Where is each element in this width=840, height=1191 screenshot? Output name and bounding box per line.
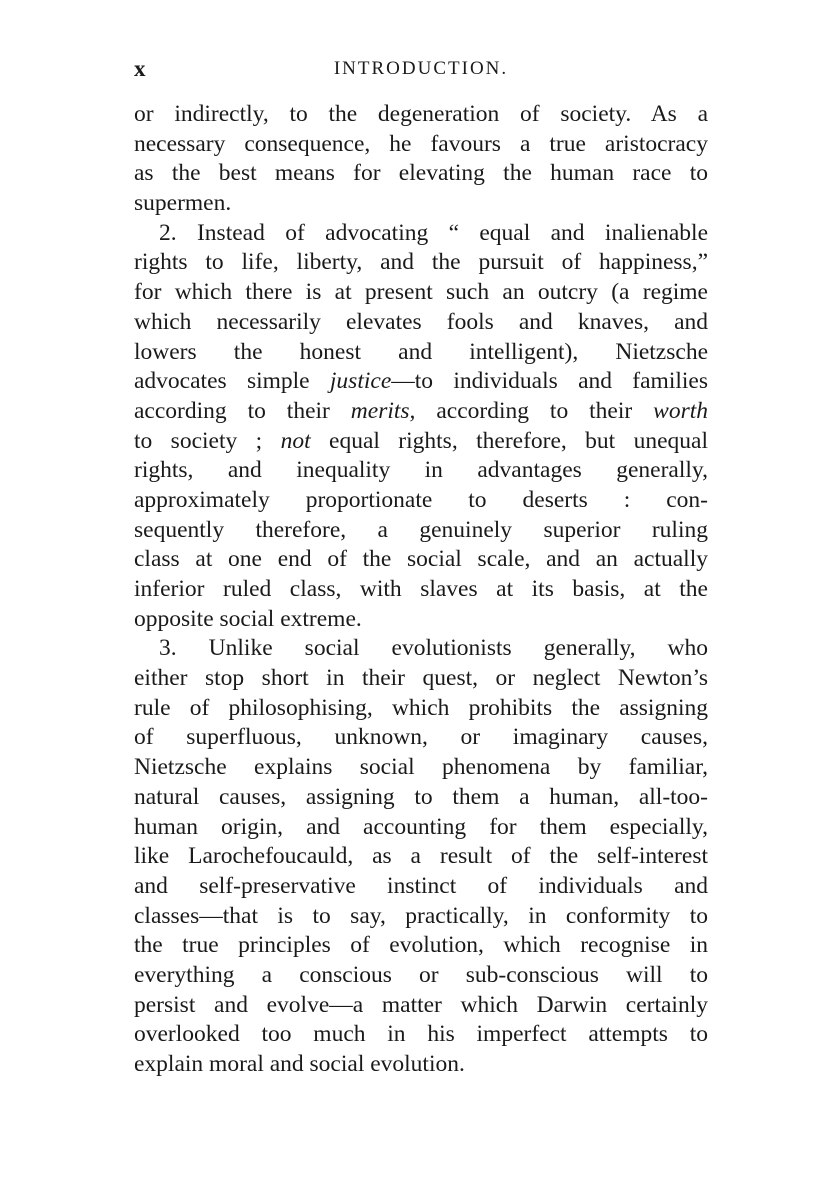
text-line: which necessarily elevates fools and knaves, and — [134, 308, 708, 335]
emphasis: worth — [653, 397, 708, 424]
text-line: 3. Unlike social evolutionists generally, who — [159, 635, 708, 662]
text-line: overlooked too much in his imperfect attempts to — [134, 1021, 708, 1048]
emphasis: merits, — [350, 397, 416, 424]
emphasis: justice — [329, 368, 392, 395]
text-line: classes—that is to say, practically, in conformity to — [134, 902, 708, 929]
text-line: inferior ruled class, with slaves at its basis, at the — [134, 576, 708, 602]
text-line: to society ; not equal rights, therefore, but unequal — [134, 427, 708, 454]
text-line: necessary consequence, he favours a true aristocracy — [134, 130, 708, 157]
text-line: supermen. — [134, 190, 232, 217]
text-line: rights, and inequality in advantages generally, — [134, 457, 708, 484]
text-line: lowers the honest and intelligent), Nietzsche — [134, 338, 708, 365]
text-line: for which there is at present such an outcry (a regime — [134, 279, 708, 306]
body-text — [134, 100, 708, 1080]
text-line: natural causes, assigning to them a human, all-too- — [134, 783, 708, 810]
text-line: like Larochefoucauld, as a result of the self-interest — [134, 843, 708, 870]
text-line: explain moral and social evolution. — [134, 1051, 465, 1077]
text-line: advocates simple justice—to individuals and families — [134, 368, 708, 395]
text-line: persist and evolve—a matter which Darwin certainly — [134, 991, 708, 1018]
text-line: everything a conscious or sub-conscious will to — [134, 961, 708, 988]
text-line: either stop short in their quest, or neglect Newton’s — [134, 665, 708, 692]
page-number: x — [134, 56, 147, 81]
text-line: approximately proportionate to deserts : con- — [134, 486, 708, 513]
text-line: according to their merits, according to their worth — [134, 397, 708, 424]
text-line: class at one end of the social scale, and an actually — [134, 546, 708, 573]
text-line: the true principles of evolution, which recognise in — [134, 932, 708, 959]
text-line: human origin, and accounting for them especially, — [134, 813, 708, 840]
text-line: of superfluous, unknown, or imaginary causes, — [134, 724, 708, 751]
text-line: as the best means for elevating the human race to — [134, 160, 708, 187]
page-header — [134, 56, 708, 86]
text-line: opposite social extreme. — [134, 605, 362, 632]
emphasis: not — [280, 427, 311, 454]
text-line: or indirectly, to the degeneration of society. As a — [134, 101, 708, 127]
text-line: Nietzsche explains social phenomena by familiar, — [134, 754, 708, 781]
text-line: 2. Instead of advocating “ equal and inalienable — [159, 219, 708, 246]
text-line: sequently therefore, a genuinely superior ruling — [134, 516, 708, 543]
running-title: INTRODUCTION. — [333, 58, 509, 79]
text-line: rule of philosophising, which prohibits the assigning — [134, 694, 708, 721]
text-line: rights to life, liberty, and the pursuit of happiness,” — [134, 249, 708, 276]
text-line: and self-preservative instinct of individuals and — [134, 872, 708, 899]
